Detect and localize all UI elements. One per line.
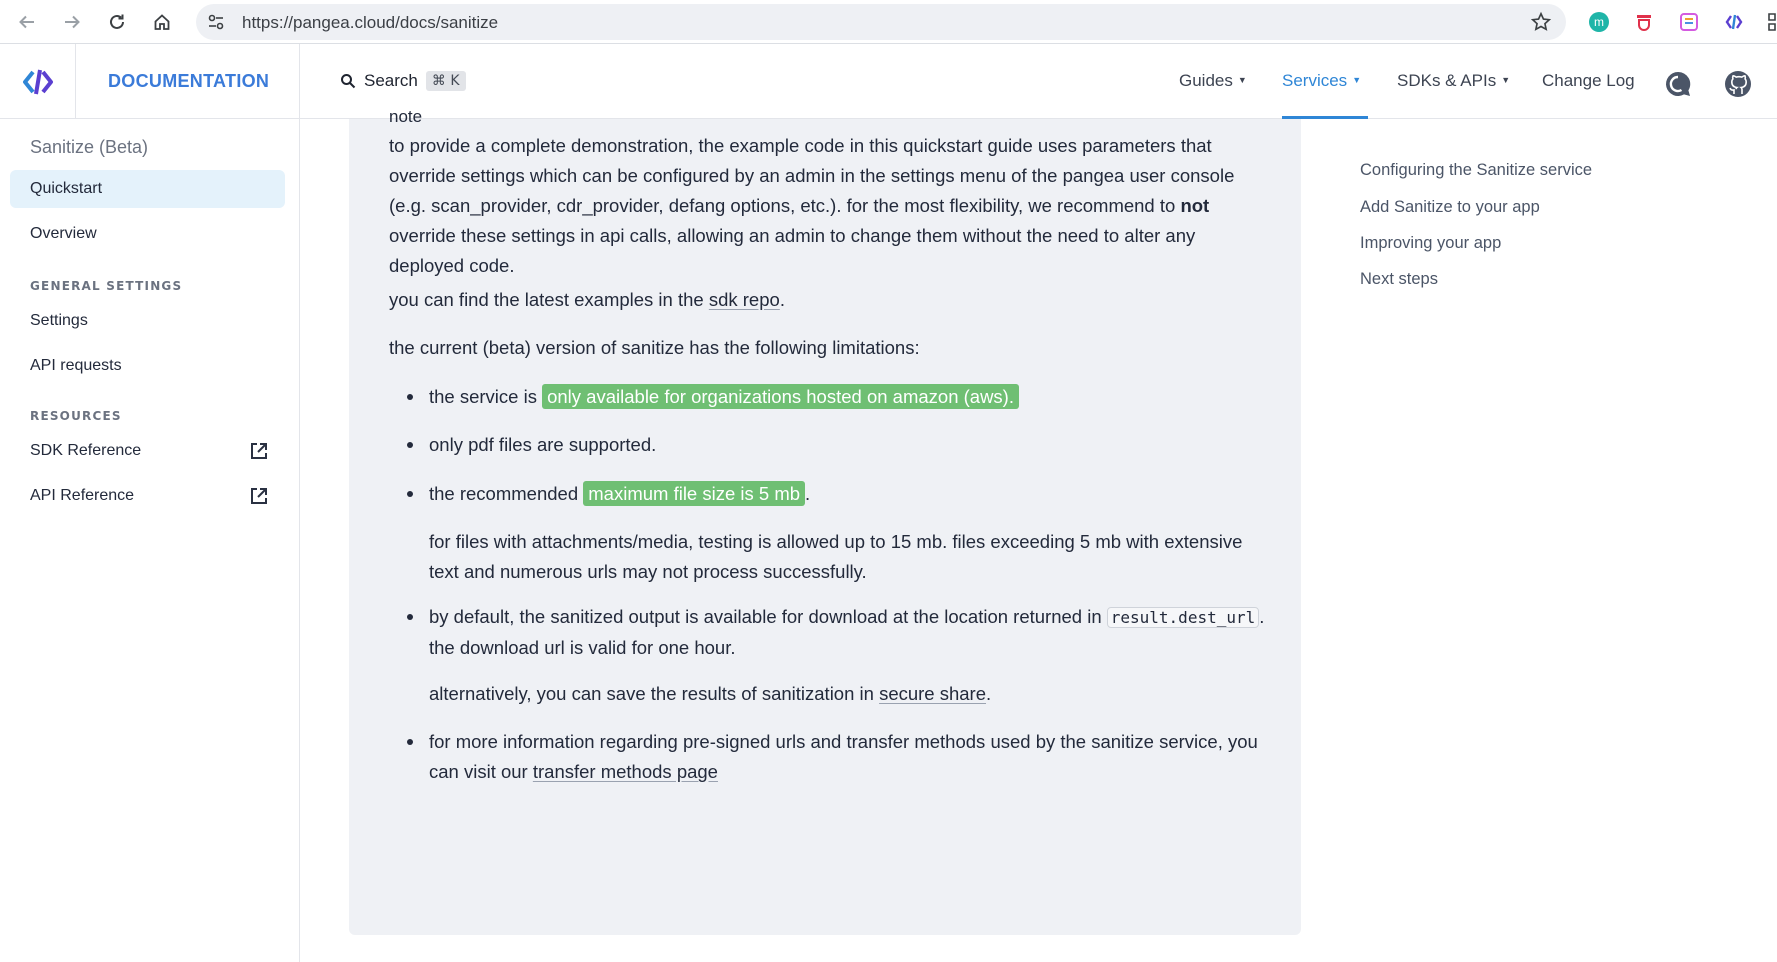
bullet4-sub-pre: alternatively, you can save the results of sanitization in [429,683,880,704]
sidebar-item-label: API requests [30,357,122,374]
chevron-down-icon: ▼ [1237,75,1247,85]
header-divider [299,44,300,119]
secure-share-link[interactable]: secure share [879,683,987,704]
list-item [389,602,1269,663]
chevron-down-icon: ▼ [1352,75,1362,85]
nav-services[interactable] [1282,71,1361,91]
bullet1-pre: the service is [429,386,543,407]
search-button[interactable] [340,71,466,91]
nav-sdks-apis-label: SDKs & APIs [1397,71,1497,90]
sidebar-group-general-settings: GENERAL SETTINGS [30,279,183,293]
reload-icon [108,13,126,31]
pangea-logo[interactable] [0,44,76,119]
bullet1-highlight: only available for organizations hosted on amazon (aws). [542,384,1019,409]
forward-arrow-icon [63,13,81,31]
forward-button[interactable] [58,8,86,36]
chat-bubble-icon [1663,69,1693,99]
bullet4-sub-post: . [986,683,992,704]
sidebar-item-api-reference[interactable] [10,477,285,515]
sidebar-item-settings[interactable] [10,302,285,340]
bullet4-post: . the download url is valid for one hour. [429,606,1265,658]
bullet2-text: only pdf files are supported. [429,434,657,455]
sidebar [0,119,300,962]
transfer-methods-link[interactable]: transfer methods page [532,761,718,782]
nav-guides[interactable] [1179,71,1247,91]
bullet-dot [407,491,413,497]
toc-item-add-sanitize[interactable]: Add Sanitize to your app [1360,198,1540,216]
url-text[interactable]: https://pangea.cloud/docs/sanitize [242,13,499,32]
sidebar-item-api-requests[interactable] [10,347,285,385]
nav-change-log-label: Change Log [1542,71,1635,90]
bullet4-pre: by default, the sanitized output is available for download at the location returned in [429,606,1107,627]
list-item [389,382,1269,412]
note-heading-clip [389,107,1269,126]
list-item [389,430,1269,460]
bookmark-star-icon[interactable] [1530,11,1552,33]
note-text-2: override these settings in api calls, allowing an admin to change them without the need to alter any deployed code. [389,225,1196,276]
extensions-menu-icon[interactable] [1765,10,1777,34]
external-link-icon [249,486,269,506]
home-icon [153,13,171,31]
limitations-intro: the current (beta) version of sanitize has the following limitations: [389,337,920,358]
dest-url-code: result.dest_url [1107,607,1260,628]
bullet5-pre: for more information regarding pre-signed urls and transfer methods used by the sanitize service, you can visit our [429,731,1258,782]
reload-button[interactable] [103,8,131,36]
github-icon [1723,69,1753,99]
site-settings-icon [206,12,226,32]
pangea-extension-icon[interactable] [1722,10,1746,34]
shield-extension-icon[interactable] [1632,10,1656,34]
note-bold: not [1180,195,1210,216]
list-item [389,479,1269,509]
main-content [300,107,1300,962]
nav-sdks-apis[interactable] [1397,71,1510,91]
bullet4-subparagraph [429,679,1269,709]
list-item [389,727,1269,787]
bullet-dot [407,394,413,400]
content-card [349,107,1301,935]
sidebar-item-label: API Reference [30,487,135,504]
address-bar[interactable] [196,4,1566,40]
search-icon [340,73,356,89]
examples-pre: you can find the latest examples in the [389,289,709,310]
chevron-down-icon: ▼ [1501,75,1511,85]
search-label: Search [364,71,418,90]
sidebar-item-label: Overview [30,225,97,242]
note-heading: note [389,107,423,126]
bullet-dot [407,614,413,620]
back-button[interactable] [13,8,41,36]
bullet3-pre: the recommended [429,483,584,504]
browser-toolbar [0,0,1777,44]
back-arrow-icon [18,13,36,31]
sidebar-group-resources: RESOURCES [30,409,122,423]
site-header [0,44,1777,119]
nav-guides-label: Guides [1179,71,1233,90]
documentation-title[interactable]: DOCUMENTATION [108,71,270,91]
toc-item-next-steps[interactable]: Next steps [1360,270,1438,288]
sdk-repo-link[interactable]: sdk repo [708,289,780,310]
bullet3-highlight: maximum file size is 5 mb [583,481,805,506]
toc-item-improving[interactable]: Improving your app [1360,234,1502,252]
nav-change-log[interactable] [1542,71,1635,91]
github-button[interactable] [1722,68,1754,100]
pangea-logo-icon [21,65,55,99]
examples-paragraph [389,285,1269,315]
sidebar-item-sdk-reference[interactable] [10,432,285,470]
sidebar-item-label: Settings [30,312,88,329]
examples-post: . [779,289,785,310]
notes-extension-icon[interactable] [1677,10,1701,34]
bullet-dot [407,442,413,448]
nav-services-label: Services [1282,71,1348,90]
community-chat-button[interactable] [1662,68,1694,100]
home-button[interactable] [148,8,176,36]
bullet3-post: . [805,483,811,504]
toc-item-configuring[interactable]: Configuring the Sanitize service [1360,161,1593,179]
sidebar-item-label: Quickstart [30,180,103,197]
extension-m-badge: m [1589,12,1609,32]
bullet-dot [407,739,413,745]
sidebar-item-label: SDK Reference [30,442,142,459]
sidebar-item-overview[interactable] [10,215,285,253]
bullet3-subparagraph: for files with attachments/media, testing is allowed up to 15 mb. files exceeding 5 mb with extensive text and numerous urls may not process successfully. [429,531,1243,582]
note-text-1: to provide a complete demonstration, the example code in this quickstart guide uses parameters that override settings which can be configured by an admin in the settings menu of the pangea user console (e.g. scan_provider, cdr_provider, defang options, etc.). for the most flexibility, we recommend to [389,135,1235,216]
note-paragraph [389,131,1269,281]
sidebar-item-quickstart[interactable] [10,170,285,208]
external-link-icon [249,441,269,461]
search-shortcut: ⌘ K [426,71,466,91]
extension-m-icon[interactable] [1587,10,1611,34]
sidebar-section-title: Sanitize (Beta) [30,137,149,157]
